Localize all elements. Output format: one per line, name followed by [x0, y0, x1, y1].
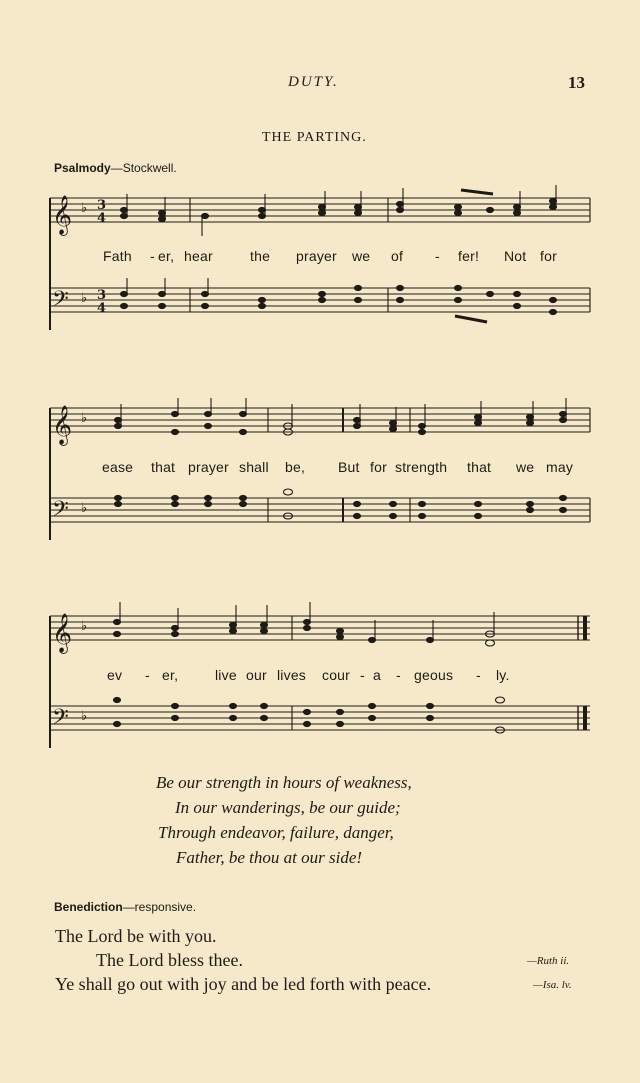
stanza-line: Father, be thou at our side!	[176, 848, 363, 867]
bass-clef-icon: 𝄢	[52, 287, 69, 317]
lyric-syllable: strength	[395, 459, 448, 475]
music-system-3	[0, 598, 640, 758]
lyric-syllable: for	[540, 248, 557, 264]
flat-icon: ♭	[81, 619, 88, 634]
lyric-syllable: hear	[184, 248, 213, 264]
lyric-syllable: -	[396, 667, 401, 683]
bass-clef-icon: 𝄢	[52, 705, 69, 735]
page-number: 13	[568, 73, 585, 92]
lyric-syllable: -	[435, 248, 440, 264]
lyric-syllable: geous	[414, 667, 454, 683]
lyric-syllable: Not	[504, 248, 527, 264]
benediction-line: The Lord be with you.	[55, 926, 217, 946]
lyric-syllable: be,	[285, 459, 306, 475]
scripture-reference: —Ruth ii.	[527, 955, 570, 967]
benediction-line: Ye shall go out with joy and be led forth with peace.	[55, 974, 432, 994]
lyric-syllable: ev	[107, 667, 123, 683]
lyric-syllable: that	[467, 459, 492, 475]
time-sig-bottom: 4	[97, 301, 107, 316]
lyric-syllable: for	[370, 459, 387, 475]
benediction-label: Benediction	[54, 900, 123, 914]
lyric-syllable: -	[360, 667, 365, 683]
lyric-syllable: may	[546, 459, 574, 475]
lyric-syllable: -	[150, 248, 155, 264]
flat-icon: ♭	[81, 709, 88, 724]
lyric-syllable: shall	[239, 459, 269, 475]
lyric-syllable: that	[151, 459, 176, 475]
lyric-syllable: -	[476, 667, 481, 683]
lyric-syllable: ease	[102, 459, 134, 475]
lyric-syllable: our	[246, 667, 267, 683]
bass-staff-3	[50, 706, 590, 730]
lyric-syllable: we	[516, 459, 535, 475]
flat-icon: ♭	[81, 411, 88, 426]
benediction-note: responsive.	[134, 900, 197, 914]
treble-clef-icon: 𝄞	[52, 195, 73, 235]
lyric-syllable: er,	[162, 667, 179, 683]
flat-icon: ♭	[81, 501, 88, 516]
lyric-syllable: But	[338, 459, 360, 475]
flat-icon: ♭	[81, 201, 88, 216]
lyric-syllable: ly.	[496, 667, 510, 683]
scripture-reference: —Isa. lv.	[533, 979, 572, 991]
notes-bass-3	[114, 697, 505, 733]
time-sig-top: 3	[97, 198, 107, 213]
tune-composer: Stockwell.	[122, 161, 177, 175]
treble-staff-1	[50, 198, 590, 330]
lyric-syllable: -	[145, 667, 150, 683]
music-system-2	[0, 390, 640, 550]
lyric-syllable: live	[215, 667, 237, 683]
lyric-syllable: the	[250, 248, 271, 264]
benediction-heading	[54, 900, 196, 914]
notes-treble-2	[115, 398, 567, 435]
tune-attribution	[54, 161, 177, 175]
stanza-line: Be our strength in hours of weakness,	[156, 773, 412, 792]
time-sig-bottom: 4	[97, 211, 107, 226]
stanza-line: Through endeavor, failure, danger,	[158, 823, 394, 842]
lyric-syllable: lives	[277, 667, 307, 683]
tune-separator: —	[110, 161, 123, 175]
treble-clef-icon: 𝄞	[52, 613, 73, 653]
time-sig-top: 3	[97, 288, 107, 303]
notes-treble-3	[114, 602, 495, 646]
lyric-syllable: a	[373, 667, 381, 683]
bass-clef-icon: 𝄢	[52, 497, 69, 527]
bass-staff-2	[50, 498, 590, 522]
tune-label: Psalmody	[54, 161, 111, 175]
benediction-separator: —	[122, 900, 135, 914]
treble-clef-icon: 𝄞	[52, 405, 73, 445]
lyric-syllable: prayer	[188, 459, 229, 475]
running-head: DUTY.	[288, 74, 339, 90]
hymn-title: THE PARTING.	[262, 130, 367, 145]
lyric-syllable: er,	[158, 248, 175, 264]
lyric-syllable: Fath	[103, 248, 132, 264]
lyric-syllable: fer!	[458, 248, 480, 264]
lyric-syllable: we	[352, 248, 371, 264]
lyric-syllable: prayer	[296, 248, 337, 264]
stanza-line: In our wanderings, be our guide;	[175, 798, 401, 817]
lyric-syllable: cour	[322, 667, 351, 683]
lyric-syllable: of	[391, 248, 404, 264]
benediction-line: The Lord bless thee.	[96, 950, 243, 970]
flat-icon: ♭	[81, 291, 88, 306]
